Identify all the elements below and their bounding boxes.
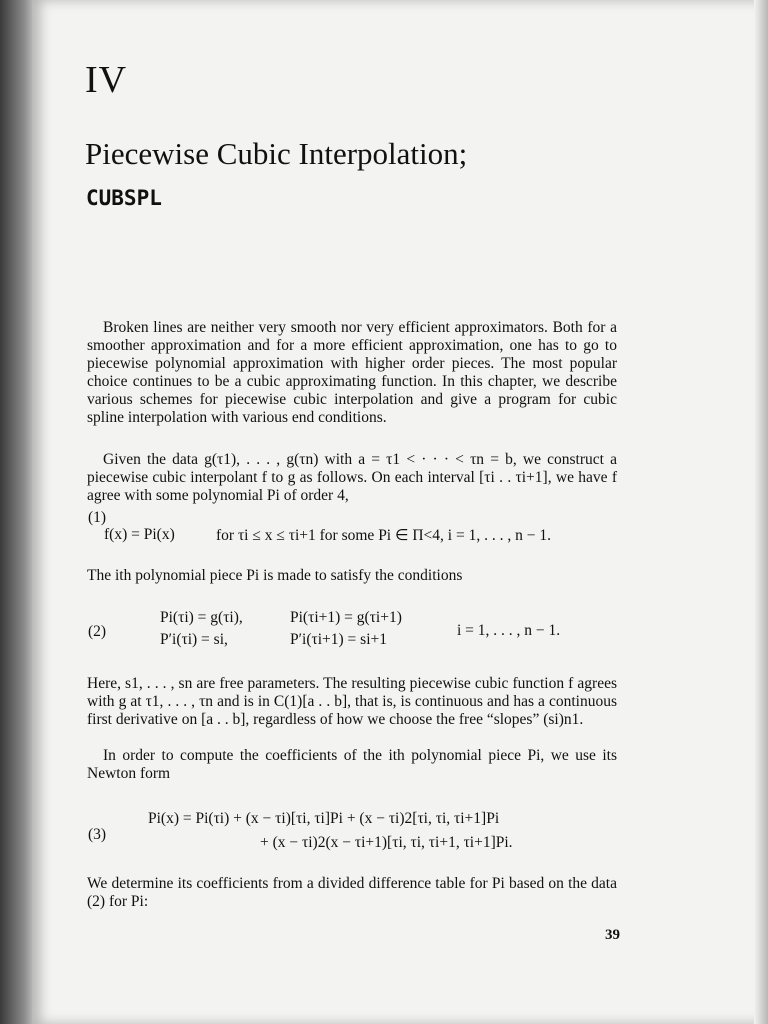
equation-2-row1-left: Pi(τi) = g(τi), [160, 609, 243, 626]
equation-1-lhs: f(x) = Pi(x) [104, 526, 175, 543]
equation-2-row1-right: Pi(τi+1) = g(τi+1) [290, 609, 402, 626]
equation-1-number: (1) [88, 509, 107, 526]
paragraph-divided-difference: We determine its coefficients from a divided difference table for Pi based on the data (2) for Pi: [87, 875, 617, 910]
equation-1-condition: for τi ≤ x ≤ τi+1 for some Pi ∈ Π<4, i = 1, . . . , n − 1. [216, 527, 551, 544]
paragraph-free-parameters: Here, s1, . . . , sn are free parameters. The resulting piecewise cubic function f agrees with g at τ1, . . . , τn and is in C(1)[a . . b], that is, is continuous and has a continuous first derivative on [a . . b], regardless of how we choose the free “slopes” (si)n1. [87, 675, 617, 728]
equation-3-number: (3) [88, 826, 107, 843]
chapter-title: Piecewise Cubic Interpolation; [85, 136, 468, 171]
chapter-number: IV [85, 59, 128, 101]
equation-3-line1: Pi(x) = Pi(τi) + (x − τi)[τi, τi]Pi + (x − τi)2[τi, τi, τi+1]Pi [148, 810, 500, 827]
equation-2-range: i = 1, . . . , n − 1. [457, 622, 561, 639]
equation-2-row2-left: P′i(τi) = si, [160, 631, 228, 648]
equation-2-number: (2) [88, 623, 107, 640]
page-number: 39 [605, 927, 620, 943]
paragraph-newton-form: In order to compute the coefficients of the ith polynomial piece Pi, we use its Newton form [87, 747, 617, 782]
page-right-edge [754, 0, 768, 1024]
paragraph-given-data: Given the data g(τ1), . . . , g(τn) with a = τ1 < · · · < τn = b, we construct a piecewise cubic interpolant f to g as follows. On each interval [τi . . τi+1], we have f agree with some polynomial Pi of order 4, [87, 451, 617, 504]
equation-3-line2: + (x − τi)2(x − τi+1)[τi, τi, τi+1, τi+1]Pi. [260, 834, 513, 851]
chapter-subtitle: CUBSPL [86, 186, 162, 210]
paragraph-conditions: The ith polynomial piece Pi is made to satisfy the conditions [87, 567, 463, 584]
equation-2-row2-right: P′i(τi+1) = si+1 [290, 631, 387, 648]
paragraph-intro: Broken lines are neither very smooth nor very efficient approximators. Both for a smoother approximation and for a more efficient approximation, one has to go to piecewise polynomial approximation with higher order pieces. The most popular choice continues to be a cubic approximating function. In this chapter, we describe various schemes for piecewise cubic interpolation and give a program for cubic spline interpolation with various end conditions. [87, 319, 617, 426]
